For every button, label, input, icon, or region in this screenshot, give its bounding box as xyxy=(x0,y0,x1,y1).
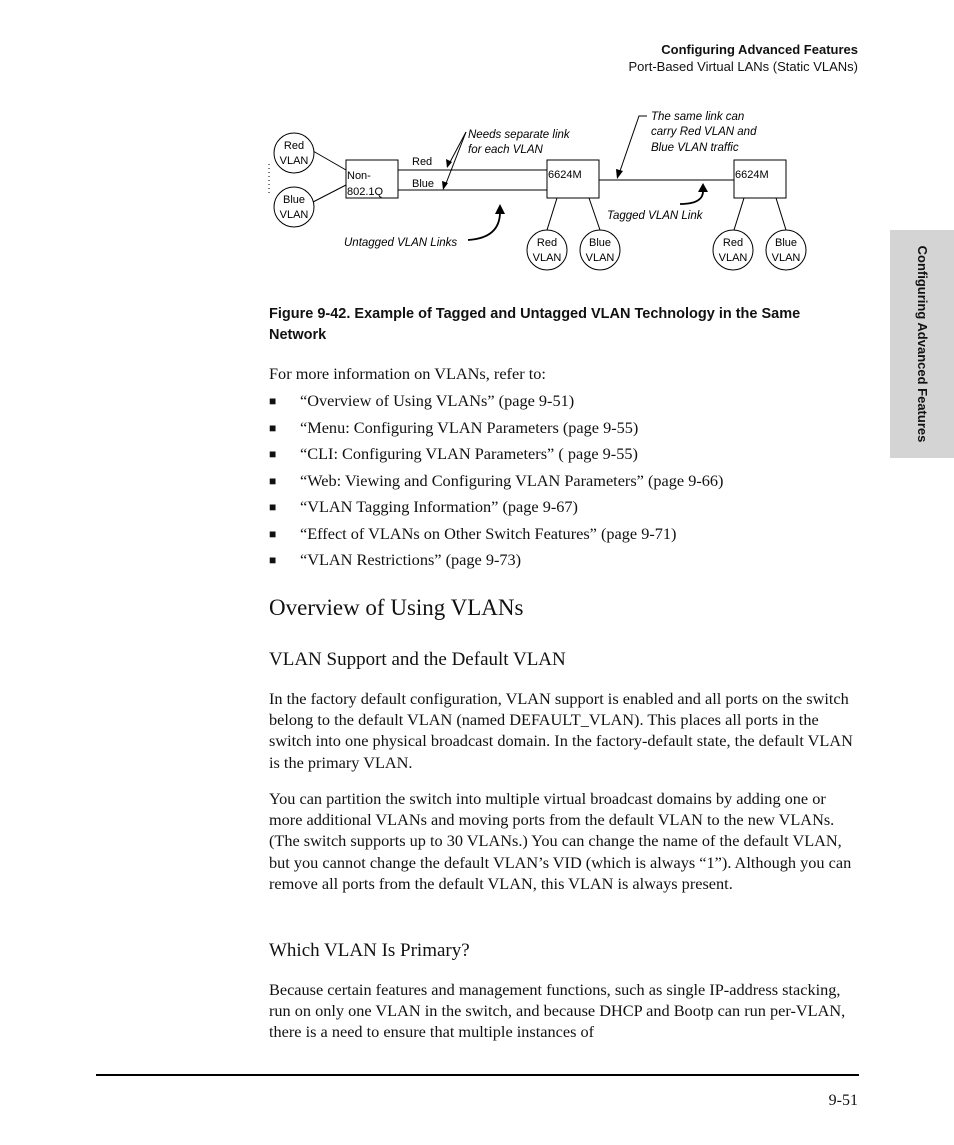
link-blue-left xyxy=(313,185,346,202)
red-vlan-b-l2: VLAN xyxy=(718,252,748,264)
non-8021q-label-1: Non- xyxy=(347,170,371,182)
vlan-network-diagram xyxy=(262,104,822,276)
switch-b-label: 6624M xyxy=(735,169,769,181)
paragraph-default-vlan-2: You can partition the switch into multiple virtual broadcast domains by adding one or more additional VLANs and moving ports from the default VLAN to the new VLANs. (The switch supports up to 30 VLANs.) You can change the name of the default VLAN, but you cannot change the default VLAN’s VID (which is always “1”). Although you can remove all ports from the default VLAN, this VLAN is always present. xyxy=(269,789,852,893)
blue-vlan-b-l1: Blue xyxy=(774,237,798,249)
blue-vlan-node-b xyxy=(766,230,806,270)
list-item-text: “VLAN Restrictions” (page 9-73) xyxy=(300,550,522,569)
list-item-text: “Overview of Using VLANs” (page 9-51) xyxy=(300,391,575,410)
bullet-icon: ■ xyxy=(269,394,277,408)
bullet-icon: ■ xyxy=(269,473,277,488)
untagged-links-label: Untagged VLAN Links xyxy=(344,237,458,249)
switch-b-red-link xyxy=(734,198,744,230)
switch-b-blue-link xyxy=(776,198,786,230)
blue-vlan-a-l2: VLAN xyxy=(585,252,615,264)
figure-caption: Figure 9-42. Example of Tagged and Untagged VLAN Technology in the Same Network xyxy=(269,306,801,343)
untagged-arrowhead xyxy=(495,204,505,214)
red-vlan-a-l1: Red xyxy=(536,237,558,249)
untagged-arrow-curve xyxy=(468,212,500,240)
note-separate-l2: for each VLAN xyxy=(468,144,543,156)
red-vlan-node-left xyxy=(274,133,314,173)
note-separate-arrowhead-2 xyxy=(442,181,448,190)
blue-vlan-a-l1: Blue xyxy=(588,237,612,249)
note-separate-pointer-2 xyxy=(445,132,466,186)
link-blue-label: Blue xyxy=(412,178,435,190)
list-item-text: “VLAN Tagging Information” (page 9-67) xyxy=(300,497,578,516)
side-tab-label: Configuring Advanced Features xyxy=(915,245,930,443)
switch-a-red-link xyxy=(547,198,557,230)
subsection-heading-primary-vlan: Which VLAN Is Primary? xyxy=(269,940,470,961)
tagged-link-label: Tagged VLAN Link xyxy=(607,210,703,222)
red-vlan-left-l1: Red xyxy=(283,140,305,152)
bullet-icon: ■ xyxy=(269,526,277,541)
chapter-side-tab xyxy=(890,230,954,458)
switch-a-blue-link xyxy=(589,198,600,230)
note-same-l1: The same link can xyxy=(651,111,745,123)
red-vlan-b-l1: Red xyxy=(722,237,744,249)
bullet-icon: ■ xyxy=(269,420,277,435)
tagged-arrowhead xyxy=(698,183,708,192)
running-header-title: Configuring Advanced Features xyxy=(661,42,858,57)
note-same-pointer xyxy=(619,116,647,174)
switch-a-label: 6624M xyxy=(548,169,582,181)
paragraph-primary-vlan: Because certain features and management functions, such as single IP-address stacking, run on only one VLAN in the switch, and because DHCP and Bootp can run per-VLAN, there is a need to ensure that multiple instances of xyxy=(269,980,846,1042)
list-item-text: “Effect of VLANs on Other Switch Features” (page 9-71) xyxy=(300,523,677,543)
red-vlan-node-a xyxy=(527,230,567,270)
red-vlan-node-b xyxy=(713,230,753,270)
note-same-l2: carry Red VLAN and xyxy=(651,126,757,138)
bullet-icon: ■ xyxy=(269,553,277,567)
note-separate-l1: Needs separate link xyxy=(468,129,570,141)
bullet-icon: ■ xyxy=(269,447,277,461)
intro-text: For more information on VLANs, refer to: xyxy=(269,364,546,383)
tagged-arrow-curve xyxy=(680,190,703,204)
paragraph-default-vlan-1: In the factory default configuration, VLAN support is enabled and all ports on the switch belong to the default VLAN (named DEFAULT_VLAN). This places all ports in the switch into one physical broadcast domain. In the factory-default state, the default VLAN is the primary VLAN. xyxy=(269,689,853,772)
list-item-text: “Web: Viewing and Configuring VLAN Parameters” (page 9-66) xyxy=(300,470,724,490)
footer-rule xyxy=(96,1074,859,1076)
blue-vlan-node-left xyxy=(274,187,314,227)
red-vlan-left-l2: VLAN xyxy=(279,155,309,167)
section-heading: Overview of Using VLANs xyxy=(269,595,524,620)
bullet-icon: ■ xyxy=(269,500,277,514)
non-8021q-label-2: 802.1Q xyxy=(347,186,384,198)
page-number: 9-51 xyxy=(828,1092,858,1109)
note-separate-pointer-1 xyxy=(449,132,466,164)
list-item-text: “CLI: Configuring VLAN Parameters” ( page 9-55) xyxy=(300,444,638,463)
blue-vlan-node-a xyxy=(580,230,620,270)
blue-vlan-left-l2: VLAN xyxy=(279,209,309,221)
subsection-heading-default-vlan: VLAN Support and the Default VLAN xyxy=(269,649,566,670)
running-header-subtitle: Port-Based Virtual LANs (Static VLANs) xyxy=(628,59,858,74)
note-same-arrowhead xyxy=(616,169,623,179)
link-red-label: Red xyxy=(412,156,433,168)
list-item-text: “Menu: Configuring VLAN Parameters (page 9-55) xyxy=(300,417,639,437)
red-vlan-a-l2: VLAN xyxy=(532,252,562,264)
blue-vlan-left-l1: Blue xyxy=(282,194,306,206)
blue-vlan-b-l2: VLAN xyxy=(771,252,801,264)
link-red-left xyxy=(313,151,346,170)
note-same-l3: Blue VLAN traffic xyxy=(651,142,739,154)
